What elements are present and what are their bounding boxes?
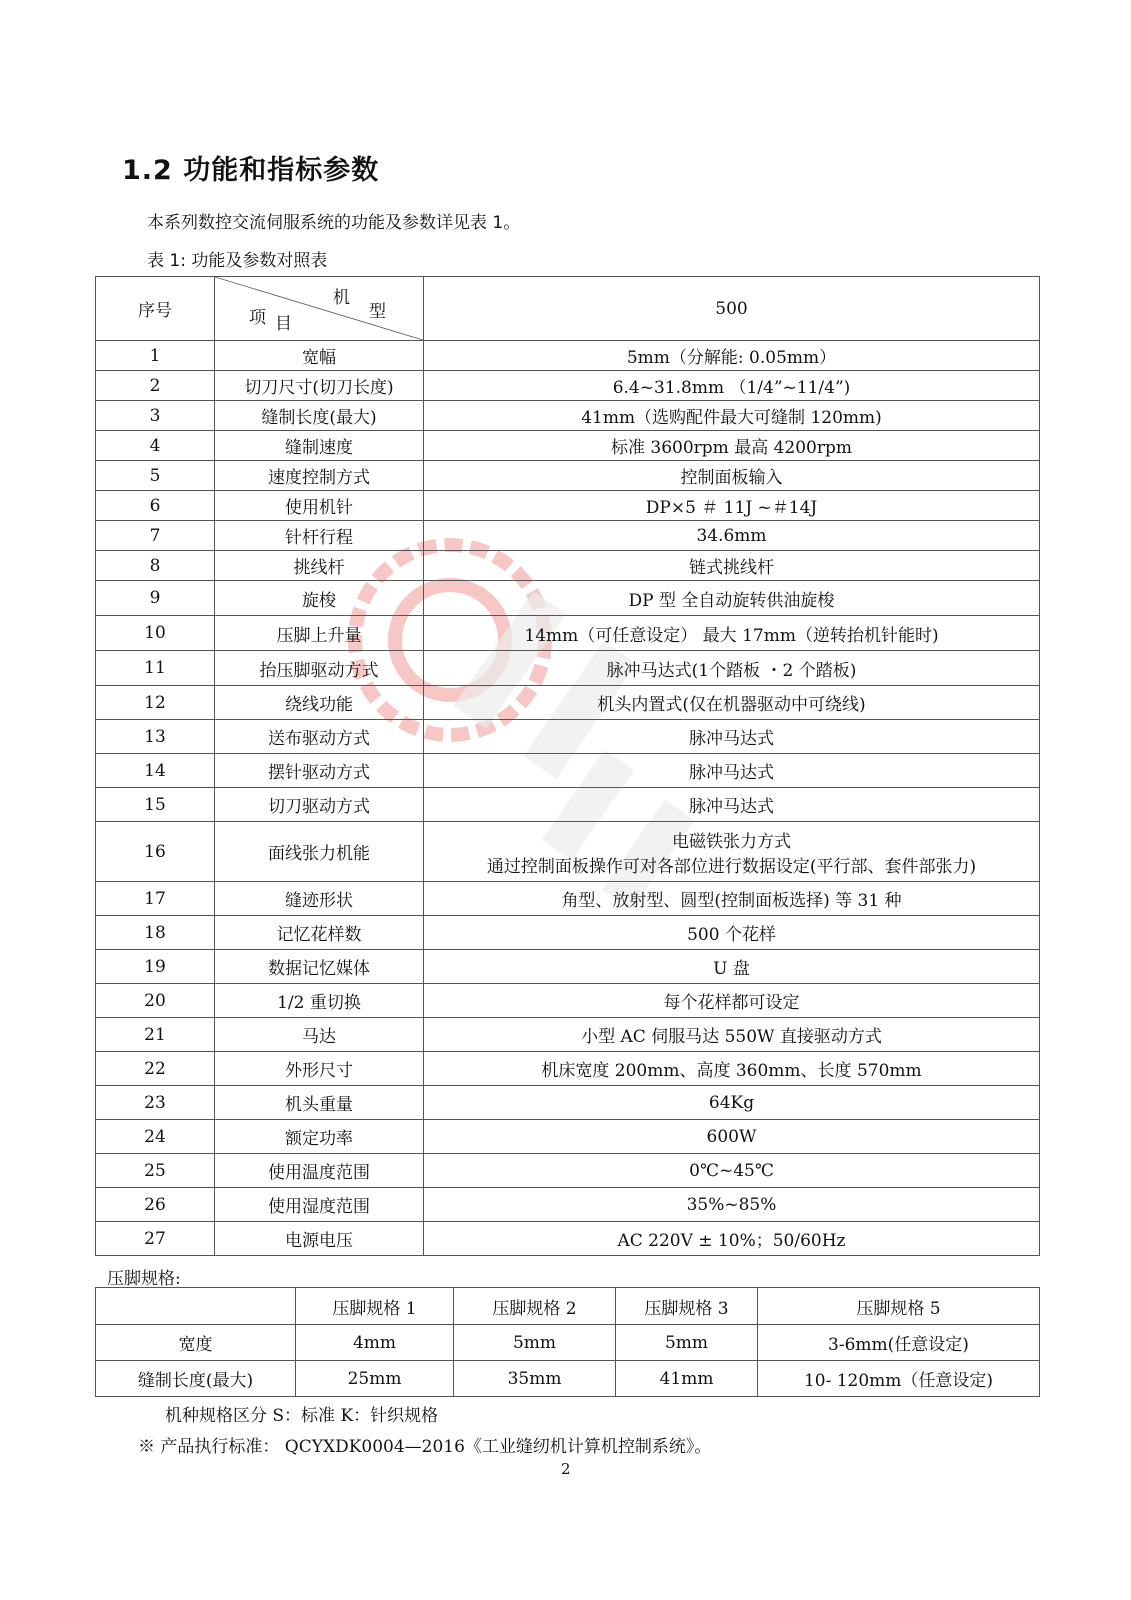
standard-note: ※ 产品执行标准： QCYXDK0004—2016《工业缝纫机计算机控制系统》。 xyxy=(138,1437,712,1457)
foot-cell: 41mm xyxy=(616,1361,758,1397)
row-item: 摆针驱动方式 xyxy=(215,754,424,788)
table-row xyxy=(96,822,1040,882)
row-item: 缝制速度 xyxy=(215,431,424,461)
table-row xyxy=(96,491,1040,521)
row-item: 抬压脚驱动方式 xyxy=(215,651,424,686)
table-row xyxy=(96,581,1040,616)
row-number: 3 xyxy=(96,401,215,431)
table-row xyxy=(96,431,1040,461)
row-number: 24 xyxy=(96,1120,215,1154)
row-value xyxy=(424,950,1040,984)
row-value-text: 小型 AC 伺服马达 550W 直接驱动方式 xyxy=(581,1027,882,1047)
row-value-text: 41mm（选购配件最大可缝制 120mm) xyxy=(581,408,882,428)
table-row xyxy=(96,754,1040,788)
row-value xyxy=(424,551,1040,581)
row-value-text: 0℃~45℃ xyxy=(689,1160,774,1181)
table-row xyxy=(96,616,1040,651)
row-value xyxy=(424,1018,1040,1052)
row-value-text: 脉冲马达式 xyxy=(689,763,774,783)
row-number: 16 xyxy=(96,822,215,882)
foot-row-label: 宽度 xyxy=(96,1325,296,1361)
row-item: 绕线功能 xyxy=(215,686,424,720)
page-number: 2 xyxy=(561,1460,571,1478)
foot-cell: 3-6mm(任意设定) xyxy=(758,1325,1040,1361)
row-number: 14 xyxy=(96,754,215,788)
foot-header-0 xyxy=(96,1288,296,1325)
table-row xyxy=(96,651,1040,686)
row-item: 外形尺寸 xyxy=(215,1052,424,1086)
row-item: 电源电压 xyxy=(215,1222,424,1256)
row-number: 15 xyxy=(96,788,215,822)
table-row xyxy=(96,371,1040,401)
table-row xyxy=(96,341,1040,371)
foot-cell: 25mm xyxy=(296,1361,454,1397)
row-number: 21 xyxy=(96,1018,215,1052)
row-value-text: 每个花样都可设定 xyxy=(663,993,800,1013)
foot-row xyxy=(96,1325,1040,1361)
row-value xyxy=(424,491,1040,521)
header-model-char2: 型 xyxy=(369,302,386,322)
table-row xyxy=(96,984,1040,1018)
row-value xyxy=(424,754,1040,788)
table-row xyxy=(96,521,1040,551)
row-item: 数据记忆媒体 xyxy=(215,950,424,984)
header-diagonal-cell xyxy=(215,277,424,341)
row-number: 23 xyxy=(96,1086,215,1120)
row-value-text: U 盘 xyxy=(713,959,750,979)
header-model: 500 xyxy=(424,277,1040,341)
row-value xyxy=(424,916,1040,950)
row-value xyxy=(424,1222,1040,1256)
row-item: 切刀驱动方式 xyxy=(215,788,424,822)
foot-header-1: 压脚规格 1 xyxy=(296,1288,454,1325)
foot-cell: 4mm xyxy=(296,1325,454,1361)
row-value xyxy=(424,822,1040,882)
row-item: 机头重量 xyxy=(215,1086,424,1120)
table-row xyxy=(96,1120,1040,1154)
row-number: 20 xyxy=(96,984,215,1018)
row-value xyxy=(424,371,1040,401)
table-row xyxy=(96,916,1040,950)
row-number: 25 xyxy=(96,1154,215,1188)
row-value xyxy=(424,616,1040,651)
foot-cell: 5mm xyxy=(616,1325,758,1361)
foot-header-2: 压脚规格 2 xyxy=(454,1288,616,1325)
row-value-text: 脉冲马达式 xyxy=(689,797,774,817)
row-value-text: 链式挑线杆 xyxy=(689,558,774,578)
row-number: 9 xyxy=(96,581,215,616)
row-value-text: 脉冲马达式 xyxy=(689,729,774,749)
row-value-text: DP×5 ＃ 11J ~＃14J xyxy=(645,498,818,518)
row-item: 使用湿度范围 xyxy=(215,1188,424,1222)
foot-header-row xyxy=(96,1288,1040,1325)
row-value xyxy=(424,401,1040,431)
row-value xyxy=(424,720,1040,754)
row-value-text: 600W xyxy=(706,1126,757,1147)
row-value xyxy=(424,788,1040,822)
row-number: 7 xyxy=(96,521,215,551)
section-heading: 1.2 功能和指标参数 xyxy=(122,155,380,186)
header-no: 序号 xyxy=(96,277,215,341)
table-row xyxy=(96,1188,1040,1222)
row-item: 宽幅 xyxy=(215,341,424,371)
row-number: 1 xyxy=(96,341,215,371)
foot-cell: 5mm xyxy=(454,1325,616,1361)
row-number: 27 xyxy=(96,1222,215,1256)
row-value xyxy=(424,341,1040,371)
row-value xyxy=(424,1052,1040,1086)
table-row xyxy=(96,720,1040,754)
presser-foot-table xyxy=(95,1287,1040,1397)
row-value xyxy=(424,431,1040,461)
row-item: 马达 xyxy=(215,1018,424,1052)
row-value-text: 34.6mm xyxy=(696,525,767,546)
row-number: 10 xyxy=(96,616,215,651)
spec-table xyxy=(95,276,1040,1256)
row-item: 挑线杆 xyxy=(215,551,424,581)
row-number: 17 xyxy=(96,882,215,916)
row-item: 1/2 重切换 xyxy=(215,984,424,1018)
row-item: 额定功率 xyxy=(215,1120,424,1154)
row-value-text: 角型、放射型、圆型(控制面板选择) 等 31 种 xyxy=(561,891,902,911)
row-value-text: DP 型 全自动旋转供油旋梭 xyxy=(628,590,835,611)
row-item: 旋梭 xyxy=(215,581,424,616)
row-item: 缝制长度(最大) xyxy=(215,401,424,431)
row-number: 4 xyxy=(96,431,215,461)
row-value xyxy=(424,581,1040,616)
row-number: 2 xyxy=(96,371,215,401)
row-value xyxy=(424,984,1040,1018)
table-header-row xyxy=(96,277,1040,341)
row-value-text: 电磁铁张力方式 xyxy=(672,831,791,852)
table-row xyxy=(96,686,1040,720)
table-row xyxy=(96,551,1040,581)
foot-row-label: 缝制长度(最大) xyxy=(96,1361,296,1397)
row-value-text: 控制面板输入 xyxy=(680,468,783,488)
foot-row xyxy=(96,1361,1040,1397)
presser-foot-label: 压脚规格: xyxy=(107,1269,181,1289)
foot-header-3: 压脚规格 3 xyxy=(616,1288,758,1325)
header-model-char1: 机 xyxy=(333,288,350,308)
row-item: 面线张力机能 xyxy=(215,822,424,882)
row-number: 6 xyxy=(96,491,215,521)
row-value-text: 脉冲马达式(1个踏板 ・2 个踏板) xyxy=(606,660,857,681)
row-number: 12 xyxy=(96,686,215,720)
row-value xyxy=(424,1188,1040,1222)
table-row xyxy=(96,788,1040,822)
row-item: 记忆花样数 xyxy=(215,916,424,950)
row-value xyxy=(424,1120,1040,1154)
foot-header-4: 压脚规格 5 xyxy=(758,1288,1040,1325)
row-item: 压脚上升量 xyxy=(215,616,424,651)
table-row xyxy=(96,401,1040,431)
table-row xyxy=(96,1222,1040,1256)
row-number: 22 xyxy=(96,1052,215,1086)
row-value xyxy=(424,651,1040,686)
row-item: 针杆行程 xyxy=(215,521,424,551)
row-number: 13 xyxy=(96,720,215,754)
diagonal-line xyxy=(215,277,423,340)
row-value-text: 35%~85% xyxy=(686,1194,777,1215)
model-spec-note: 机种规格区分 S：标准 K：针织规格 xyxy=(165,1406,439,1426)
row-value-text: AC 220V ± 10%；50/60Hz xyxy=(617,1231,846,1251)
row-item: 使用机针 xyxy=(215,491,424,521)
header-item-char2: 目 xyxy=(275,314,292,334)
row-value xyxy=(424,882,1040,916)
row-number: 19 xyxy=(96,950,215,984)
table-row xyxy=(96,1086,1040,1120)
table-row xyxy=(96,461,1040,491)
row-value-text: 机头内置式(仅在机器驱动中可绕线) xyxy=(597,695,866,715)
row-value xyxy=(424,521,1040,551)
row-number: 8 xyxy=(96,551,215,581)
row-item: 送布驱动方式 xyxy=(215,720,424,754)
table-row xyxy=(96,950,1040,984)
row-item: 速度控制方式 xyxy=(215,461,424,491)
row-value-text: 500 个花样 xyxy=(687,925,776,945)
row-value-text-2: 通过控制面板操作可对各部位进行数据设定(平行部、套件部张力) xyxy=(486,856,977,877)
row-value xyxy=(424,1154,1040,1188)
row-value xyxy=(424,461,1040,491)
row-number: 5 xyxy=(96,461,215,491)
row-value-text: 64Kg xyxy=(708,1092,755,1113)
row-number: 18 xyxy=(96,916,215,950)
table-caption: 表 1: 功能及参数对照表 xyxy=(147,251,328,271)
table-row xyxy=(96,1052,1040,1086)
intro-text: 本系列数控交流伺服系统的功能及参数详见表 1。 xyxy=(147,213,521,233)
row-number: 26 xyxy=(96,1188,215,1222)
table-row xyxy=(96,1018,1040,1052)
foot-cell: 10- 120mm（任意设定) xyxy=(758,1361,1040,1397)
row-item: 切刀尺寸(切刀长度) xyxy=(215,371,424,401)
header-item-char1: 项 xyxy=(249,308,266,328)
row-value xyxy=(424,686,1040,720)
row-number: 11 xyxy=(96,651,215,686)
row-item: 缝迹形状 xyxy=(215,882,424,916)
row-value-text: 标准 3600rpm 最高 4200rpm xyxy=(611,438,852,458)
row-value-text: 14mm（可任意设定） 最大 17mm（逆转抬机针能时) xyxy=(524,625,939,646)
row-value-text: 6.4~31.8mm （1/4”~11/4”) xyxy=(612,378,851,398)
row-item: 使用温度范围 xyxy=(215,1154,424,1188)
table-row xyxy=(96,1154,1040,1188)
foot-cell: 35mm xyxy=(454,1361,616,1397)
row-value-text: 5mm（分解能: 0.05mm） xyxy=(626,348,837,368)
table-row xyxy=(96,882,1040,916)
row-value-text: 机床宽度 200mm、高度 360mm、长度 570mm xyxy=(541,1061,922,1081)
row-value xyxy=(424,1086,1040,1120)
